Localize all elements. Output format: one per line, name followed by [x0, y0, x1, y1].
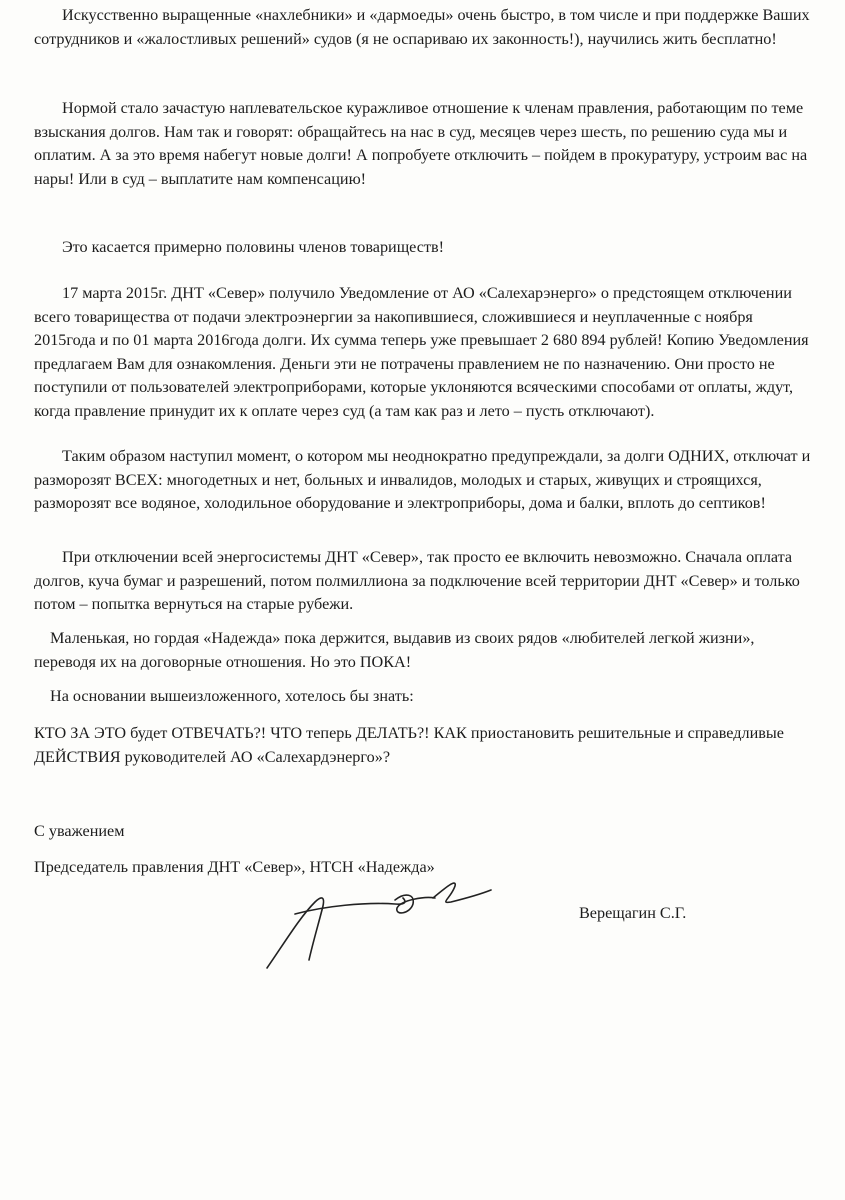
paragraph-5: Таким образом наступил момент, о котором мы неоднократно предупреждали, за долги ОДНИХ, отключат и разморозят ВСЕХ: многодетных и нет, больных и инвалидов, молодых и старых, живущих и строящихся, разморозят все водяное, холодильное оборудование и электроприборы, дома и балки, вплоть до септиков! — [34, 447, 811, 512]
signer-position: Председатель правления ДНТ «Север», НТСН «Надежда» — [34, 858, 435, 876]
paragraph-9: КТО ЗА ЭТО будет ОТВЕЧАТЬ?! ЧТО теперь ДЕЛАТЬ?! КАК приостановить решительные и справедливые ДЕЙСТВИЯ руководителей АО «Салехардэнерго»? — [34, 724, 784, 766]
paragraph-7: Маленькая, но гордая «Надежда» пока держится, выдавив из своих рядов «любителей легкой жизни», переводя их на договорные отношения. Но это ПОКА! — [34, 629, 755, 671]
closing-text: С уважением — [34, 822, 125, 840]
paragraph-6: При отключении всей энергосистемы ДНТ «Север», так просто ее включить невозможно. Сначала оплата долгов, куча бумаг и разрешений, потом полмиллиона за подключение всей территории ДНТ «Север» и только потом – попытка вернуться на старые рубежи. — [34, 548, 800, 613]
paragraph-1: Искусственно выращенные «нахлебники» и «дармоеды» очень быстро, в том числе и при поддержке Ваших сотрудников и «жалостливых решений» судов (я не оспариваю их законность!), научились жить бесплатно! — [34, 6, 810, 48]
paragraph-2: Нормой стало зачастую наплевательское куражливое отношение к членам правления, работающим по теме взыскания долгов. Нам так и говорят: обращайтесь на нас в суд, месяцев через шесть, по решению суда мы и оплатим. А за это время набегут новые долги! А попробуете отключить – пойдем в прокуратуру, устроим вас на нары! Или в суд – выплатите нам компенсацию! — [34, 99, 808, 188]
paragraph-4: 17 марта 2015г. ДНТ «Север» получило Уведомление от АО «Салехарэнерго» о предстоящем отключении всего товарищества от подачи электроэнергии за накопившиеся, сложившиеся и неуплаченные с ноября 2015года и по 01 марта 2016года долги. Их сумма теперь уже превышает 2 680 894 рублей! Копию Уведомления предлагаем Вам для ознакомления. Деньги эти не потрачены правлением не по назначению. Они просто не поступили от пользователей электроприборами, которые уклоняются всяческими способами от оплаты, ждут, когда правление принудит их к оплате через суд (а там как раз и лето – пусть отключают). — [34, 284, 809, 420]
signer-name: Верещагин С.Г. — [579, 904, 687, 922]
paragraph-8: На основании вышеизложенного, хотелось бы знать: — [50, 687, 414, 705]
paragraph-3: Это касается примерно половины членов товариществ! — [62, 238, 445, 256]
handwritten-signature — [255, 872, 495, 972]
